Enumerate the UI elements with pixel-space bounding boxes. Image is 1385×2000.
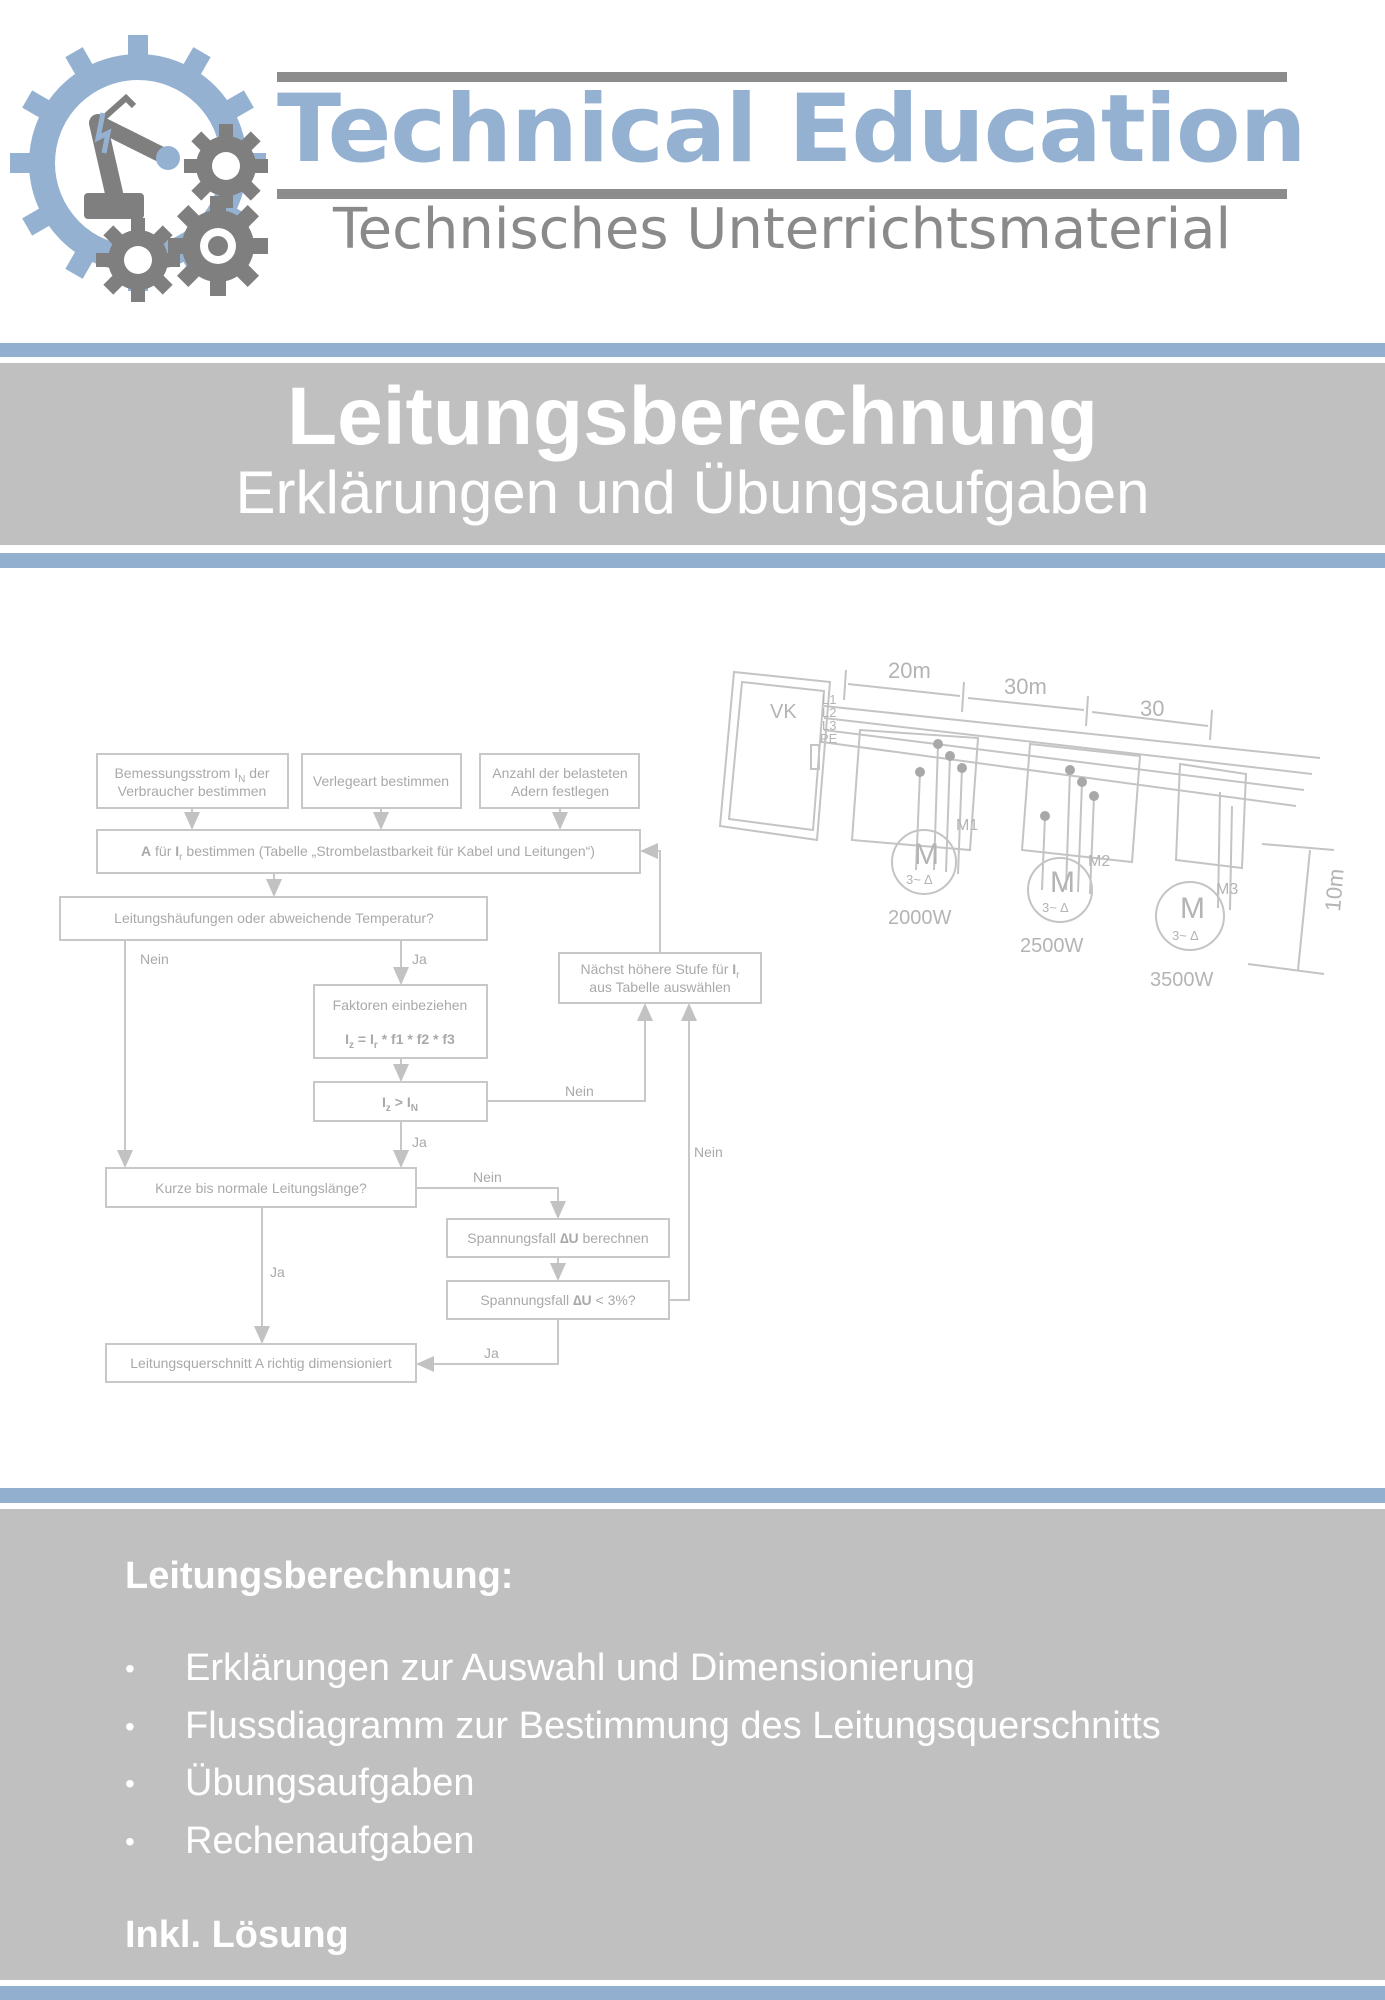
circuit-pe: PE xyxy=(820,731,838,746)
fc-box-rated-current xyxy=(97,754,288,808)
circuit-motor-2-power: 2500W xyxy=(1020,935,1084,957)
list-item xyxy=(125,1698,1161,1756)
list-item-text: Flussdiagramm zur Bestimmung des Leitungsquerschnitts xyxy=(185,1704,1161,1747)
fc-text-rated-current-2: Verbraucher bestimmen xyxy=(117,783,267,799)
circuit-dist-1: 20m xyxy=(888,658,931,683)
fc-label-yes-1: Ja xyxy=(412,951,427,967)
brand-subtitle: Technisches Unterrichtsmaterial xyxy=(332,197,1232,262)
circuit-dist-3: 30 xyxy=(1140,696,1165,721)
fc-label-yes-4: Ja xyxy=(484,1345,499,1361)
fc-text-next-step-2: aus Tabelle auswählen xyxy=(589,979,731,995)
circuit-motor-1-label: M1 xyxy=(956,817,979,834)
fc-label-no-1: Nein xyxy=(140,951,169,967)
fc-text-cores-2: Adern festlegen xyxy=(510,783,610,799)
circuit-dist-2: 30m xyxy=(1004,674,1047,699)
fc-text-select-a: A für $I_r$ bestimmen (Tabelle „Strombelastbarkeit für Kabel und Leitungen“) xyxy=(141,843,595,863)
circuit-motor-1-power: 2000W xyxy=(888,907,952,929)
page-title: Leitungsberechnung xyxy=(287,371,1098,462)
circuit-motor-3-label: M3 xyxy=(1216,881,1239,898)
info-bottom-band xyxy=(0,1986,1385,2000)
list-item xyxy=(125,1640,1161,1698)
fc-box-factors xyxy=(314,985,487,1058)
fc-arrow-no-check xyxy=(669,1005,689,1300)
fc-text-factors-formula: $I_z = I_r * f1 * f2 * f3$ xyxy=(345,1031,455,1051)
list-item-text: Erklärungen zur Auswahl und Dimensionierung xyxy=(185,1647,976,1689)
feature-list xyxy=(125,1640,1161,1870)
fc-arrow-no-drop xyxy=(416,1188,558,1217)
circuit-motor-1-symbol: M xyxy=(914,838,939,871)
list-item xyxy=(125,1813,1161,1871)
bullet-icon: • xyxy=(125,1653,135,1684)
list-item xyxy=(125,1755,1161,1813)
circuit-motor-3-type: 3~ ∆ xyxy=(1172,928,1199,943)
fc-box-cores xyxy=(480,754,639,808)
fc-label-no-2: Nein xyxy=(565,1083,594,1099)
circuit-motor-2-type: 3~ ∆ xyxy=(1042,900,1069,915)
circuit-panel-label: VK xyxy=(770,701,797,723)
fc-label-no-4: Nein xyxy=(694,1144,723,1160)
fc-label-no-3: Nein xyxy=(473,1169,502,1185)
circuit-l3: L3 xyxy=(822,718,837,733)
circuit-l2: L2 xyxy=(822,705,837,720)
circuit-height: 10m xyxy=(1320,867,1349,913)
circuit-l1: L1 xyxy=(822,692,837,707)
solution-note: Inkl. Lösung xyxy=(125,1914,349,1956)
brand-title: Technical Education xyxy=(277,75,1306,184)
circuit-motor-1-type: 3~ ∆ xyxy=(906,872,933,887)
list-item-text: Rechenaufgaben xyxy=(185,1819,475,1862)
list-item-text: Übungsaufgaben xyxy=(185,1762,475,1804)
fc-text-length: Kurze bis normale Leitungslänge? xyxy=(155,1180,367,1196)
circuit-diagram xyxy=(700,640,1349,1020)
fc-label-yes-3: Ja xyxy=(270,1264,285,1280)
fc-text-cores-1: Anzahl der belasteten xyxy=(492,765,628,781)
circuit-motor-3-symbol: M xyxy=(1180,892,1205,925)
circuit-motor-2-label: M2 xyxy=(1088,853,1111,870)
gear-robot-arm-logo-icon xyxy=(8,28,273,298)
fc-text-rated-current-1: Bemessungsstrom $I_N$ der xyxy=(114,765,270,785)
circuit-motor-3-power: 3500W xyxy=(1150,969,1214,991)
info-heading: Leitungsberechnung: xyxy=(125,1555,514,1597)
fc-text-next-step-1: Nächst höhere Stufe für $I_r$ xyxy=(580,961,740,981)
fc-text-result: Leitungsquerschnitt A richtig dimensioniert xyxy=(130,1355,392,1371)
fc-text-factors-1: Faktoren einbeziehen xyxy=(332,997,468,1013)
flowchart-diagram xyxy=(0,560,820,1400)
fc-text-compare: $I_z > I_N$ xyxy=(382,1094,418,1114)
fc-text-grouping: Leitungshäufungen oder abweichende Temperatur? xyxy=(114,910,434,926)
fc-label-yes-2: Ja xyxy=(412,1134,427,1150)
info-top-band xyxy=(0,1488,1385,1503)
fc-text-voltage-drop: Spannungsfall ∆U berechnen xyxy=(467,1230,649,1246)
bullet-icon: • xyxy=(125,1710,135,1742)
fc-text-voltage-check: Spannungsfall ∆U < 3%? xyxy=(480,1292,636,1308)
fc-text-install-type: Verlegeart bestimmen xyxy=(312,773,450,789)
title-top-band xyxy=(0,343,1385,357)
bullet-icon: • xyxy=(125,1825,135,1857)
fc-arrow-loop-up xyxy=(642,851,660,953)
bullet-icon: • xyxy=(125,1768,135,1799)
page-subtitle: Erklärungen und Übungsaufgaben xyxy=(235,459,1150,526)
circuit-motor-2-symbol: M xyxy=(1050,866,1075,899)
